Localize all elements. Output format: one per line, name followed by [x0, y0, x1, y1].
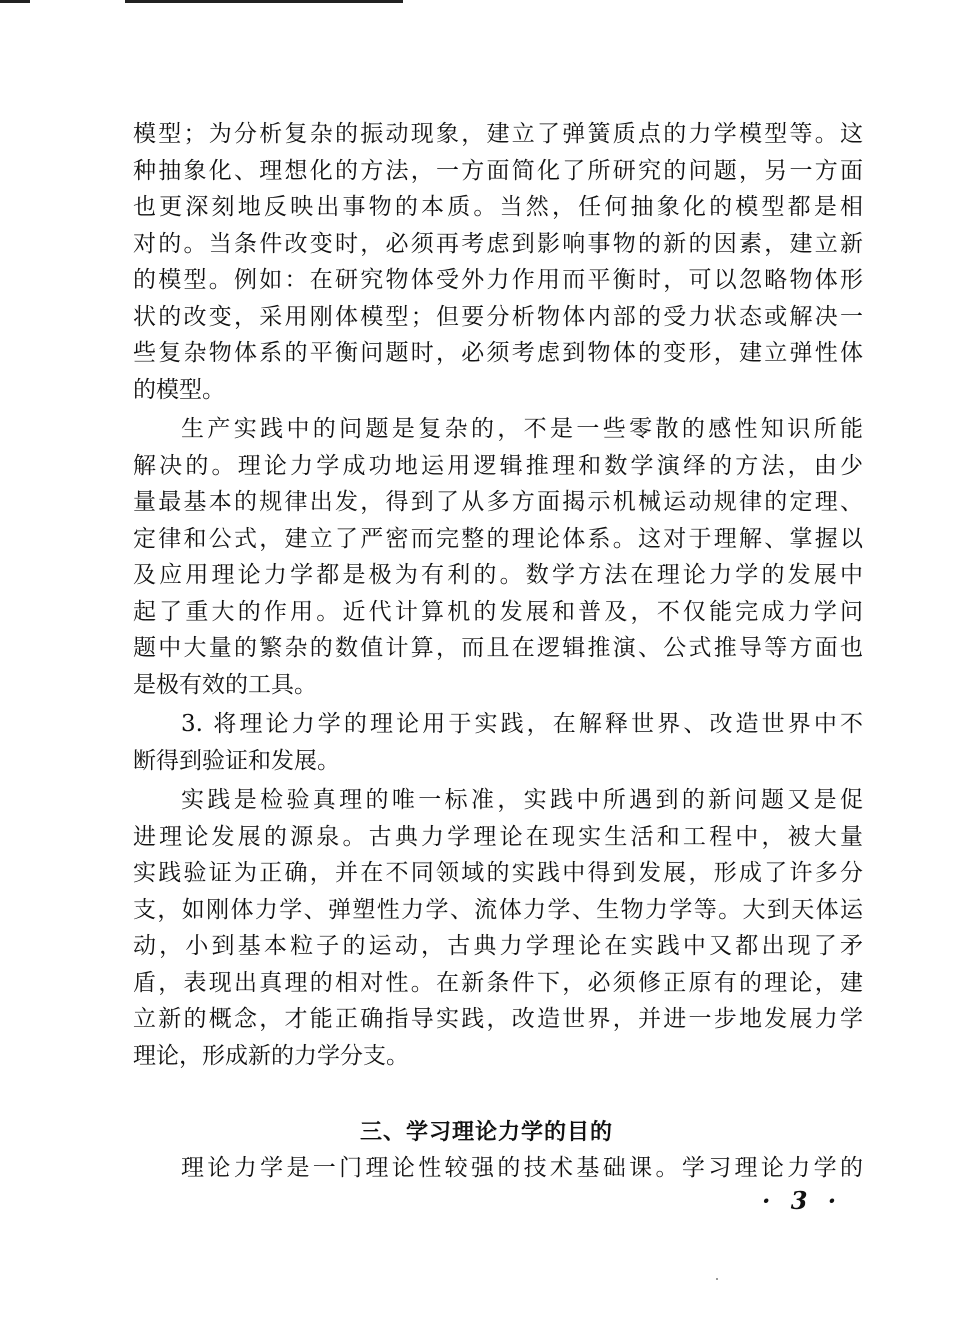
text-line: 断得到验证和发展。 [133, 747, 340, 774]
paragraph-3 [133, 706, 863, 779]
text-line: 是极有效的工具。 [133, 671, 317, 698]
section-heading: 三、学习理论力学的目的 [359, 1120, 613, 1145]
page-number: · 3 · [762, 1186, 843, 1215]
text-line: 动，小到基本粒子的运动，古典力学理论在实践中又都出现了矛 [133, 933, 863, 959]
text-line: 支，如刚体力学、弹塑性力学、流体力学、生物力学等。大到天体运 [133, 896, 863, 923]
text-line: 的模型。例如：在研究物体受外力作用而平衡时，可以忽略物体形 [133, 267, 863, 293]
text-line: 进理论发展的源泉。古典力学理论在现实生活和工程中，被大量 [133, 823, 863, 850]
text-line: 3. 将理论力学的理论用于实践，在解释世界、改造世界中不 [181, 711, 863, 737]
text-line: 起了重大的作用。近代计算机的发展和普及，不仅能完成力学问 [133, 598, 863, 625]
scan-speck [716, 1278, 718, 1280]
text-line: 及应用理论力学都是极为有利的。数学方法在理论力学的发展中 [133, 562, 863, 588]
text-line: 些复杂物体系的平衡问题时，必须考虑到物体的变形，建立弹性体 [133, 340, 863, 366]
text-line: 盾，表现出真理的相对性。在新条件下，必须修正原有的理论，建 [133, 969, 863, 996]
text-line: 立新的概念，才能正确指导实践，改造世界，并进一步地发展力学 [133, 1006, 863, 1032]
text-line: 状的改变，采用刚体模型；但要分析物体内部的受力状态或解决一 [133, 303, 863, 330]
text-line: 模型；为分析复杂的振动现象，建立了弹簧质点的力学模型等。这 [133, 121, 863, 147]
text-line: 也更深刻地反映出事物的本质。当然，任何抽象化的模型都是相 [133, 194, 863, 220]
text-line: 量最基本的规律出发，得到了从多方面揭示机械运动规律的定理、 [133, 489, 863, 515]
text-line: 理论，形成新的力学分支。 [133, 1042, 409, 1069]
top-rule-middle [125, 0, 403, 3]
text-line: 定律和公式，建立了严密而完整的理论体系。这对于理解、掌握以 [133, 525, 863, 552]
paragraph-5: 理论力学是一门理论性较强的技术基础课。学习理论力学的 [181, 1155, 863, 1181]
text-line: 生产实践中的问题是复杂的，不是一些零散的感性知识所能 [181, 416, 863, 442]
page-body [133, 116, 863, 1074]
text-line: 实践是检验真理的唯一标准，实践中所遇到的新问题又是促 [181, 787, 863, 813]
text-line: 对的。当条件改变时，必须再考虑到影响事物的新的因素，建立新 [133, 230, 863, 257]
text-line: 实践验证为正确，并在不同领域的实践中得到发展，形成了许多分 [133, 860, 863, 886]
text-line: 题中大量的繁杂的数值计算，而且在逻辑推演、公式推导等方面也 [133, 635, 863, 661]
text-line: 种抽象化、理想化的方法，一方面简化了所研究的问题，另一方面 [133, 157, 863, 184]
text-line: 解决的。理论力学成功地运用逻辑推理和数学演绎的方法，由少 [133, 452, 863, 479]
paragraph-2 [133, 411, 863, 703]
top-rule-left [0, 0, 30, 3]
paragraph-4 [133, 782, 863, 1074]
text-line: 的模型。 [133, 376, 225, 403]
paragraph-1 [133, 116, 863, 408]
